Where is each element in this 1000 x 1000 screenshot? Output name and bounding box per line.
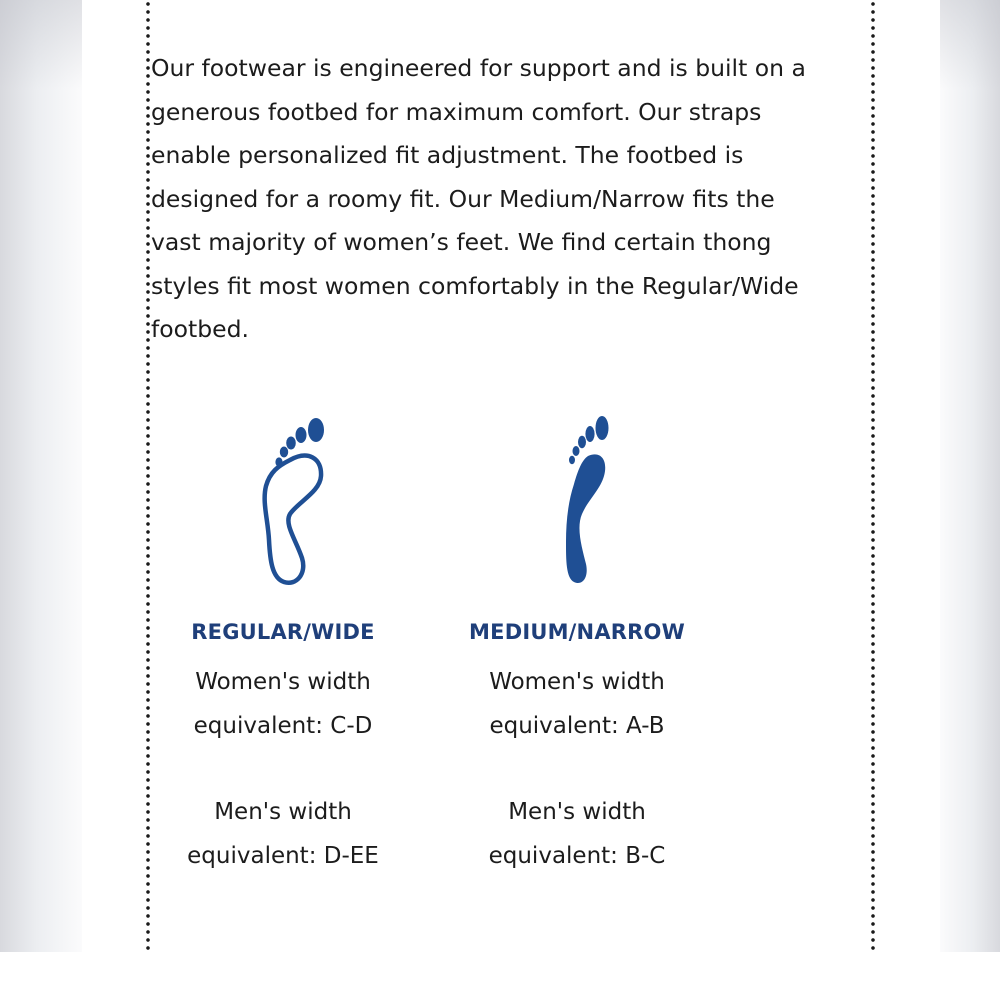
women-width-label: Women's width [489, 669, 665, 695]
foot-outline-icon [238, 410, 328, 590]
width-title: MEDIUM/NARROW [469, 620, 685, 644]
description-line: Our footwear is engineered for support and is built on a [151, 54, 806, 82]
dotted-border-left [146, 0, 150, 952]
left-backdrop [0, 0, 82, 952]
women-width-value: equivalent: C-D [193, 713, 373, 739]
medium-narrow-column [447, 410, 707, 878]
description-line: designed for a roomy fit. Our Medium/Narrow fits the [151, 184, 775, 213]
women-width-equivalent [447, 660, 707, 748]
men-width-equivalent [447, 790, 707, 878]
description-line: vast majority of women’s feet. We find certain thong [151, 228, 772, 256]
men-width-label: Men's width [214, 799, 352, 825]
women-width-equivalent [153, 660, 413, 748]
foot-filled-icon [532, 410, 622, 590]
men-width-equivalent [153, 790, 413, 878]
description-line: styles fit most women comfortably in the Regular/Wide [151, 271, 799, 300]
men-width-label: Men's width [508, 799, 646, 825]
left-top-shade [0, 0, 82, 90]
description-line: generous footbed for maximum comfort. Our straps [151, 97, 762, 126]
description-line: enable personalized fit adjustment. The footbed is [151, 141, 744, 169]
men-width-value: equivalent: D-EE [187, 843, 379, 869]
right-top-shade [940, 0, 1000, 90]
regular-wide-column [153, 410, 413, 878]
women-width-value: equivalent: A-B [489, 713, 665, 739]
women-width-label: Women's width [195, 669, 371, 695]
width-title: REGULAR/WIDE [191, 620, 375, 644]
description-line: footbed. [151, 315, 250, 343]
men-width-value: equivalent: B-C [488, 843, 666, 869]
dotted-border-right [871, 0, 875, 952]
fit-description [151, 47, 871, 352]
right-backdrop [940, 0, 1000, 952]
